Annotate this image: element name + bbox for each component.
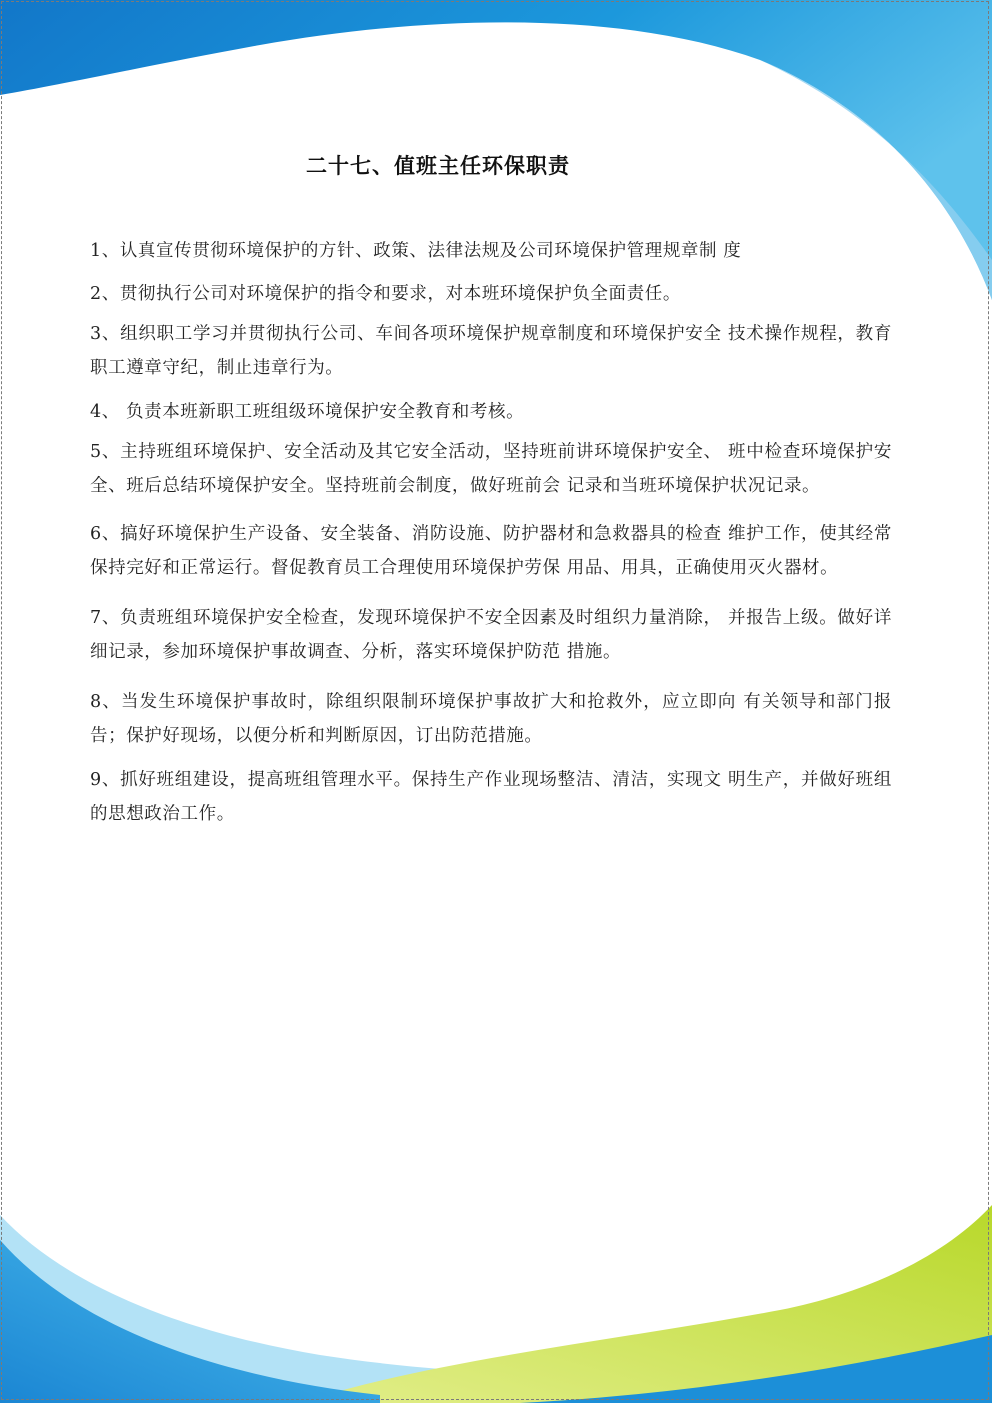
duty-item-2: 2、贯彻执行公司对环境保护的指令和要求，对本班环境保护负全面责任。 [90, 284, 681, 304]
duty-item-5: 5、主持班组环境保护、安全活动及其它安全活动，坚持班前讲环境保护安全、 班中检查环境保护安全、班后总结环境保护安全。坚持班前会制度，做好班前会 记录和当班环境保护状况记录。 [90, 442, 892, 496]
duty-item-6: 6、搞好环境保护生产设备、安全装备、消防设施、防护器材和急救器具的检查 维护工作，使其经常保持完好和正常运行。督促教育员工合理使用环境保护劳保 用品、用具，正确使用灭火器材。 [90, 524, 892, 578]
duty-list [90, 234, 892, 831]
duty-item-1: 1、认真宣传贯彻环境保护的方针、政策、法律法规及公司环境保护管理规章制 度 [90, 241, 742, 261]
duty-item-7: 7、负责班组环境保护安全检查，发现环境保护不安全因素及时组织力量消除， 并报告上级。做好详细记录，参加环境保护事故调查、分析，落实环境保护防范 措施。 [90, 608, 892, 662]
document-title: 二十七、值班主任环保职责 [306, 153, 570, 178]
duty-item-9: 9、抓好班组建设，提高班组管理水平。保持生产作业现场整洁、清洁，实现文 明生产，并做好班组的思想政治工作。 [90, 770, 892, 824]
duty-item-8: 8、当发生环境保护事故时，除组织限制环境保护事故扩大和抢救外，应立即向 有关领导和部门报告；保护好现场，以便分析和判断原因，订出防范措施。 [90, 692, 892, 746]
duty-item-4: 4、 负责本班新职工班组级环境保护安全教育和考核。 [90, 402, 525, 422]
duty-item-3: 3、组织职工学习并贯彻执行公司、车间各项环境保护规章制度和环境保护安全 技术操作规程，教育职工遵章守纪，制止违章行为。 [90, 324, 892, 378]
